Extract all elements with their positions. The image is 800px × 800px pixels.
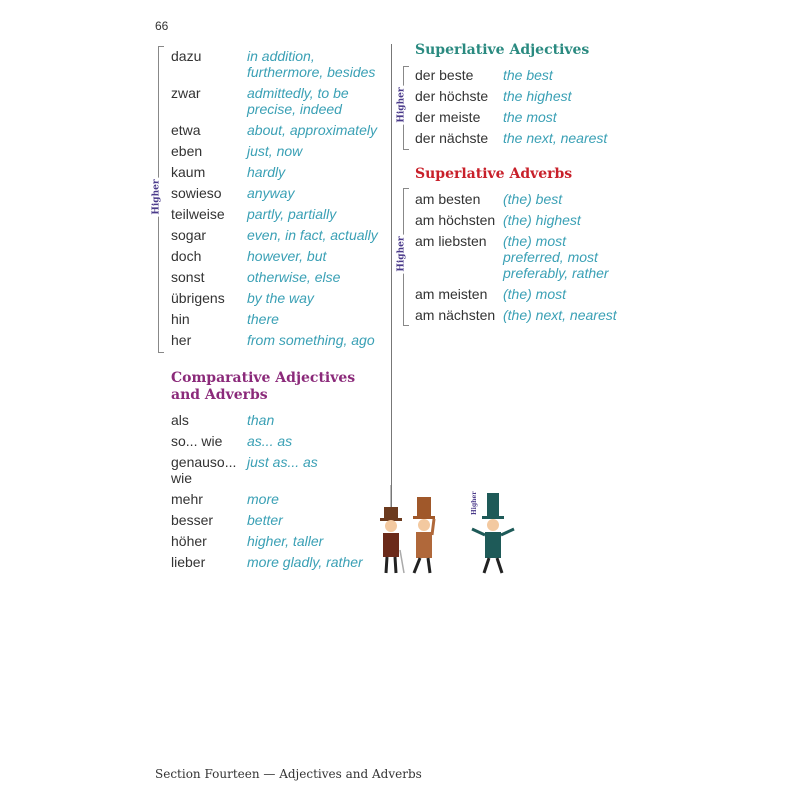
english-translation: hardly: [247, 164, 286, 180]
list-item: [415, 130, 633, 151]
german-term: der höchste: [415, 88, 489, 104]
superlative-adjectives-list: [415, 67, 633, 151]
english-translation: in addition, furthermore, besides: [247, 48, 376, 80]
list-item: [171, 122, 382, 143]
english-translation: anyway: [247, 185, 295, 201]
english-translation: (the) next, nearest: [503, 307, 617, 323]
german-term: übrigens: [171, 290, 225, 306]
german-term: der beste: [415, 67, 474, 83]
list-item: [415, 88, 633, 109]
german-term: dazu: [171, 48, 202, 64]
german-term: genauso... wie: [171, 454, 237, 486]
list-item: [171, 554, 372, 575]
list-item: [415, 212, 628, 233]
german-term: lieber: [171, 554, 206, 570]
german-term: am liebsten: [415, 233, 487, 249]
list-item: [415, 286, 628, 307]
german-term: sonst: [171, 269, 205, 285]
german-term: zwar: [171, 85, 201, 101]
german-term: sogar: [171, 227, 207, 243]
english-translation: (the) most preferred, most preferably, rather: [503, 233, 609, 281]
list-item: [171, 227, 382, 248]
list-item: [171, 185, 382, 206]
german-term: am meisten: [415, 286, 488, 302]
english-translation: from something, ago: [247, 332, 375, 348]
english-translation: admittedly, to be precise, indeed: [247, 85, 349, 117]
english-translation: just as... as: [247, 454, 318, 470]
list-item: [171, 533, 372, 554]
german-term: der meiste: [415, 109, 481, 125]
german-term: eben: [171, 143, 203, 159]
higher-label: Higher: [396, 87, 407, 123]
english-translation: the most: [503, 109, 557, 125]
superlative-adjectives-heading: Superlative Adjectives: [415, 42, 590, 58]
gentlemen-illustration: [372, 485, 522, 580]
english-translation: just, now: [247, 143, 303, 159]
english-translation: by the way: [247, 290, 314, 306]
list-item: [171, 143, 382, 164]
page-footer: Section Fourteen — Adjectives and Adverbs: [155, 767, 422, 781]
list-item: [171, 85, 382, 122]
list-item: [415, 307, 628, 328]
list-item: [171, 433, 372, 454]
list-item: [171, 48, 382, 85]
english-translation: as... as: [247, 433, 293, 449]
german-term: mehr: [171, 491, 203, 507]
list-item: [171, 248, 382, 269]
english-translation: about, approximately: [247, 122, 377, 138]
german-term: her: [171, 332, 192, 348]
german-term: am höchsten: [415, 212, 496, 228]
list-item: [415, 67, 633, 88]
german-term: besser: [171, 512, 214, 528]
german-term: am nächsten: [415, 307, 496, 323]
english-translation: there: [247, 311, 279, 327]
english-translation: however, but: [247, 248, 327, 264]
english-translation: the next, nearest: [503, 130, 608, 146]
column-divider: [391, 44, 392, 510]
german-term: doch: [171, 248, 202, 264]
english-translation: more gladly, rather: [247, 554, 363, 570]
higher-label: Higher: [151, 179, 162, 215]
list-item: [415, 233, 628, 286]
english-translation: than: [247, 412, 275, 428]
english-translation: higher, taller: [247, 533, 324, 549]
english-translation: more: [247, 491, 279, 507]
english-translation: the highest: [503, 88, 572, 104]
page-number: 66: [155, 19, 169, 33]
svg-text:Higher: Higher: [471, 491, 478, 515]
list-item: [171, 491, 372, 512]
list-item: [171, 269, 382, 290]
list-item: [171, 164, 382, 185]
higher-label: Higher: [396, 236, 407, 272]
german-term: am besten: [415, 191, 481, 207]
list-item: [171, 412, 372, 433]
list-item: [171, 206, 382, 227]
german-term: der nächste: [415, 130, 489, 146]
english-translation: (the) highest: [503, 212, 581, 228]
english-translation: the best: [503, 67, 553, 83]
german-term: etwa: [171, 122, 201, 138]
german-term: kaum: [171, 164, 206, 180]
list-item: [415, 191, 628, 212]
english-translation: better: [247, 512, 283, 528]
german-term: höher: [171, 533, 207, 549]
german-term: hin: [171, 311, 190, 327]
superlative-adverbs-list: [415, 191, 628, 328]
list-item: [171, 290, 382, 311]
english-translation: even, in fact, actually: [247, 227, 378, 243]
english-translation: (the) most: [503, 286, 567, 302]
german-term: so... wie: [171, 433, 223, 449]
english-translation: otherwise, else: [247, 269, 341, 285]
list-item: [171, 311, 382, 332]
comparative-list: [171, 412, 372, 575]
english-translation: (the) best: [503, 191, 563, 207]
left-word-list: [171, 48, 382, 353]
superlative-adverbs-heading: Superlative Adverbs: [415, 166, 573, 182]
english-translation: partly, partially: [247, 206, 337, 222]
comparative-heading: Comparative Adjectives and Adverbs: [171, 370, 356, 403]
list-item: [171, 512, 372, 533]
list-item: [171, 454, 372, 491]
german-term: sowieso: [171, 185, 222, 201]
german-term: teilweise: [171, 206, 225, 222]
german-term: als: [171, 412, 189, 428]
list-item: [171, 332, 382, 353]
list-item: [415, 109, 633, 130]
